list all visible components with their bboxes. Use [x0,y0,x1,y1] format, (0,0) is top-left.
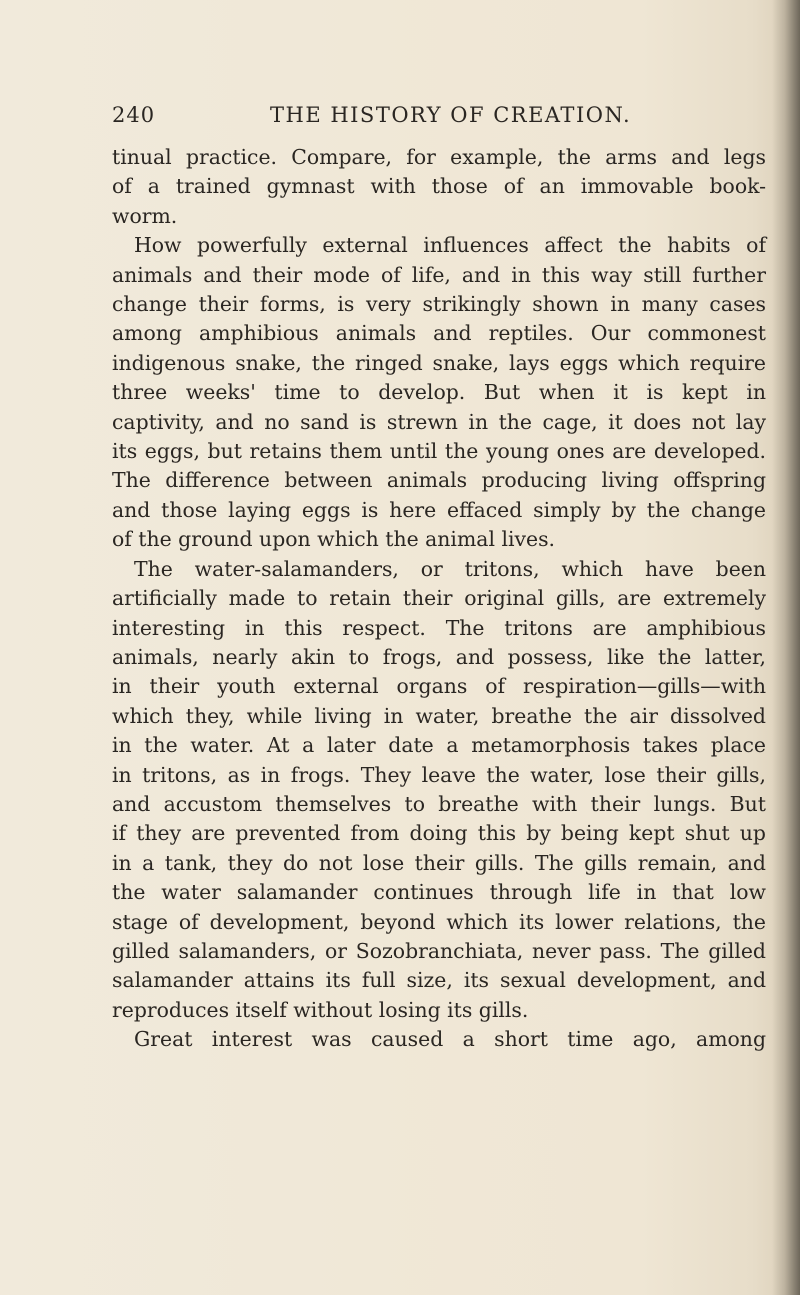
text-line: the water salamander continues through life in that low [112,880,766,905]
text-line: in a tank, they do not lose their gills. The gills remain, and [112,850,766,875]
text-line: gilled salamanders, or Sozobranchiata, never pass. The gilled [112,938,766,963]
text-line: if they are prevented from doing this by being kept shut up [112,821,766,846]
running-title: THE HISTORY OF CREATION. [270,103,632,127]
text-line: Great interest was caused a short time ago, among [134,1027,766,1052]
text-line: and those laying eggs is here effaced simply by the change [112,497,766,522]
text-line: three weeks' time to develop. But when it is kept in [112,380,766,405]
text-line: among amphibious animals and reptiles. Our commonest [112,321,766,346]
text-line: tinual practice. Compare, for example, the arms and legs [112,145,766,169]
text-line: stage of development, beyond which its lower relations, the [112,909,766,934]
text-line: reproduces itself without losing its gills. [112,997,529,1022]
text-line: and accustom themselves to breathe with their lungs. But [112,791,766,816]
text-line: captivity, and no sand is strewn in the cage, it does not lay [112,409,766,434]
text-line: of a trained gymnast with those of an immovable book- [112,174,766,199]
text-line: in the water. At a later date a metamorphosis takes place [112,733,766,758]
body-text [112,143,766,1055]
text-line: interesting in this respect. The tritons are amphibious [112,615,766,640]
text-line: in their youth external organs of respiration—gills—with [112,674,766,699]
text-line: The difference between animals producing living offspring [112,468,766,493]
text-line: animals, nearly akin to frogs, and possess, like the latter, [112,644,766,669]
page-number: 240 [112,103,156,127]
page-edge-shadow [772,0,800,1295]
text-line: How powerfully external influences affect the habits of [134,233,766,258]
text-line: of the ground upon which the animal lives. [112,527,556,552]
text-line: its eggs, but retains them until the young ones are developed. [112,439,766,464]
text-line: artificially made to retain their original gills, are extremely [112,586,766,611]
text-line: worm. [112,203,178,228]
text-line: indigenous snake, the ringed snake, lays eggs which require [112,350,766,375]
text-line: change their forms, is very strikingly shown in many cases [112,292,766,317]
text-line: salamander attains its full size, its sexual development, and [112,968,766,993]
text-line: in tritons, as in frogs. They leave the water, lose their gills, [112,762,766,787]
page-header [112,103,772,139]
text-line: animals and their mode of life, and in this way still further [112,262,766,287]
text-line: which they, while living in water, breathe the air dissolved [112,703,766,728]
text-line: The water-salamanders, or tritons, which have been [134,556,766,581]
